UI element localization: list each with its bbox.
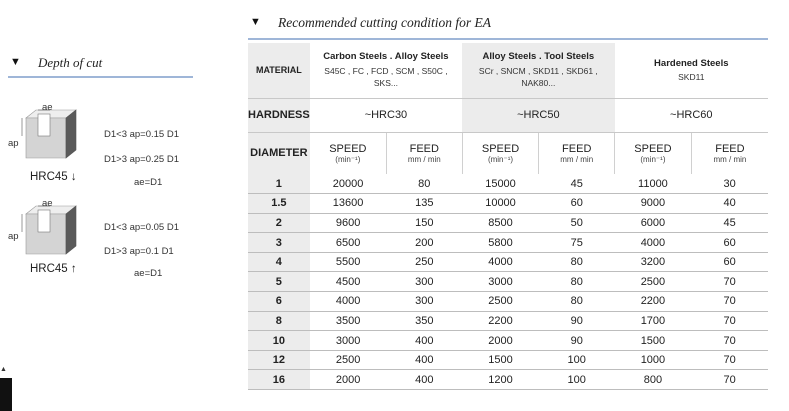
feed-cell: 100 (539, 370, 615, 390)
speed-cell: 20000 (310, 174, 387, 194)
speed-cell: 4000 (462, 252, 539, 272)
ae-label-upper: ae (42, 102, 53, 113)
diameter-cell: 6 (248, 292, 310, 312)
speed-cell: 2500 (615, 272, 692, 292)
feed-cell: 45 (691, 213, 768, 233)
speed-header (615, 132, 692, 174)
feed-cell: 40 (691, 194, 768, 214)
material-carbon-steels (310, 43, 462, 98)
feed-label: FEED (715, 142, 745, 155)
depth-of-cut-header (8, 52, 193, 78)
material-title: Hardened Steels (654, 57, 729, 69)
speed-cell: 9000 (615, 194, 692, 214)
speed-cell: 800 (615, 370, 692, 390)
ap-label-upper: ap (8, 138, 19, 149)
speed-cell: 2000 (462, 331, 539, 351)
diameter-cell: 3 (248, 233, 310, 253)
triangle-marker-icon: ▼ (250, 16, 261, 28)
diameter-row-label: DIAMETER (248, 132, 310, 174)
black-edge-tab (0, 378, 12, 411)
speed-unit: (min⁻¹) (640, 154, 666, 164)
feed-cell: 70 (691, 311, 768, 331)
upper-condition-2: D1>3 ap=0.25 D1 (104, 154, 180, 165)
diameter-cell: 1.5 (248, 194, 310, 214)
table-row (248, 194, 768, 214)
cutting-condition-table (248, 43, 768, 390)
table-row (248, 292, 768, 312)
feed-header (386, 132, 462, 174)
data-rows (248, 174, 768, 390)
hrc-upper-label: HRC45 ↓ (30, 171, 77, 183)
feed-cell: 90 (539, 311, 615, 331)
depth-of-cut-title: Depth of cut (38, 55, 103, 70)
feed-cell: 90 (539, 331, 615, 351)
speed-cell: 10000 (462, 194, 539, 214)
feed-cell: 60 (539, 194, 615, 214)
diameter-cell: 1 (248, 174, 310, 194)
feed-cell: 75 (539, 233, 615, 253)
speed-label: SPEED (634, 142, 672, 155)
feed-cell: 200 (386, 233, 462, 253)
feed-cell: 400 (386, 370, 462, 390)
material-row-label: MATERIAL (248, 43, 310, 98)
speed-cell: 11000 (615, 174, 692, 194)
material-row (248, 43, 768, 98)
speed-cell: 2200 (615, 292, 692, 312)
feed-cell: 80 (539, 292, 615, 312)
diameter-cell: 2 (248, 213, 310, 233)
feed-cell: 80 (539, 272, 615, 292)
feed-unit: mm / min (713, 154, 747, 164)
material-title: Alloy Steels . Tool Steels (482, 51, 595, 63)
feed-cell: 300 (386, 272, 462, 292)
table-row (248, 311, 768, 331)
hardness-value: ~HRC50 (462, 98, 614, 132)
table-row (248, 213, 768, 233)
diameter-cell: 4 (248, 252, 310, 272)
diameter-header-row (248, 132, 768, 174)
speed-cell: 1700 (615, 311, 692, 331)
hardness-value: ~HRC30 (310, 98, 462, 132)
table-row (248, 272, 768, 292)
hardness-row (248, 98, 768, 132)
material-grades: S45C , FC , FCD , SCM , S50C , SKS... (324, 65, 448, 89)
upper-condition-3: ae=D1 (134, 177, 163, 188)
feed-cell: 300 (386, 292, 462, 312)
speed-label: SPEED (481, 142, 520, 155)
speed-header (310, 132, 387, 174)
speed-header (462, 132, 539, 174)
feed-cell: 350 (386, 311, 462, 331)
speed-cell: 4500 (310, 272, 387, 292)
feed-cell: 400 (386, 331, 462, 351)
upper-condition-1: D1<3 ap=0.15 D1 (104, 129, 180, 140)
speed-unit: (min⁻¹) (487, 154, 514, 164)
feed-cell: 45 (539, 174, 615, 194)
feed-header (539, 132, 615, 174)
speed-cell: 1500 (462, 350, 539, 370)
feed-cell: 70 (691, 292, 768, 312)
speed-cell: 6500 (310, 233, 387, 253)
table-row (248, 174, 768, 194)
feed-cell: 400 (386, 350, 462, 370)
diameter-cell: 12 (248, 350, 310, 370)
speed-cell: 9600 (310, 213, 387, 233)
lower-condition-2: D1>3 ap=0.1 D1 (104, 246, 174, 257)
feed-header (691, 132, 768, 174)
speed-cell: 5500 (310, 252, 387, 272)
speed-cell: 4000 (615, 233, 692, 253)
feed-cell: 50 (539, 213, 615, 233)
speed-cell: 13600 (310, 194, 387, 214)
feed-cell: 100 (539, 350, 615, 370)
speed-cell: 5800 (462, 233, 539, 253)
speed-cell: 1200 (462, 370, 539, 390)
table-row (248, 331, 768, 351)
material-alloy-steels (462, 43, 614, 98)
lower-condition-3: ae=D1 (134, 268, 163, 279)
lower-condition-1: D1<3 ap=0.05 D1 (104, 222, 180, 233)
speed-cell: 3000 (310, 331, 387, 351)
triangle-marker-icon: ▼ (10, 56, 21, 68)
material-grades: SKD11 (678, 72, 705, 82)
ap-label-lower: ap (8, 231, 19, 242)
feed-cell: 135 (386, 194, 462, 214)
feed-unit: mm / min (407, 154, 441, 164)
speed-cell: 2000 (310, 370, 387, 390)
feed-label: FEED (409, 142, 439, 155)
feed-cell: 70 (691, 350, 768, 370)
speed-cell: 3200 (615, 252, 692, 272)
speed-cell: 2500 (462, 292, 539, 312)
feed-unit: mm / min (560, 154, 594, 164)
table-row (248, 233, 768, 253)
diameter-cell: 16 (248, 370, 310, 390)
speed-label: SPEED (329, 142, 367, 155)
speed-cell: 3000 (462, 272, 539, 292)
feed-cell: 70 (691, 331, 768, 351)
feed-cell: 250 (386, 252, 462, 272)
hardness-row-label: HARDNESS (248, 98, 310, 132)
feed-cell: 80 (386, 174, 462, 194)
speed-cell: 2200 (462, 311, 539, 331)
feed-cell: 60 (691, 252, 768, 272)
diameter-cell: 10 (248, 331, 310, 351)
table-row (248, 350, 768, 370)
hardness-value: ~HRC60 (615, 98, 768, 132)
speed-cell: 15000 (462, 174, 539, 194)
speed-cell: 4000 (310, 292, 387, 312)
feed-cell: 70 (691, 370, 768, 390)
speed-cell: 3500 (310, 311, 387, 331)
hrc-lower-label: HRC45 ↑ (30, 263, 77, 275)
material-title: Carbon Steels . Alloy Steels (323, 51, 449, 63)
feed-cell: 30 (691, 174, 768, 194)
feed-label: FEED (562, 142, 592, 155)
material-grades: SCr , SNCM , SKD11 , SKD61 , NAK80... (478, 65, 598, 89)
speed-cell: 1500 (615, 331, 692, 351)
diameter-cell: 8 (248, 311, 310, 331)
table-row (248, 252, 768, 272)
speed-cell: 6000 (615, 213, 692, 233)
diameter-cell: 5 (248, 272, 310, 292)
material-hardened-steels (615, 43, 768, 98)
feed-cell: 70 (691, 272, 768, 292)
recommended-title: Recommended cutting condition for EA (278, 15, 491, 30)
speed-cell: 1000 (615, 350, 692, 370)
small-triangle-icon: ▲ (0, 366, 7, 373)
speed-cell: 8500 (462, 213, 539, 233)
speed-unit: (min⁻¹) (335, 154, 361, 164)
ae-label-lower: ae (42, 198, 53, 209)
feed-cell: 150 (386, 213, 462, 233)
table-row (248, 370, 768, 390)
recommended-header (248, 14, 768, 40)
feed-cell: 60 (691, 233, 768, 253)
feed-cell: 80 (539, 252, 615, 272)
speed-cell: 2500 (310, 350, 387, 370)
